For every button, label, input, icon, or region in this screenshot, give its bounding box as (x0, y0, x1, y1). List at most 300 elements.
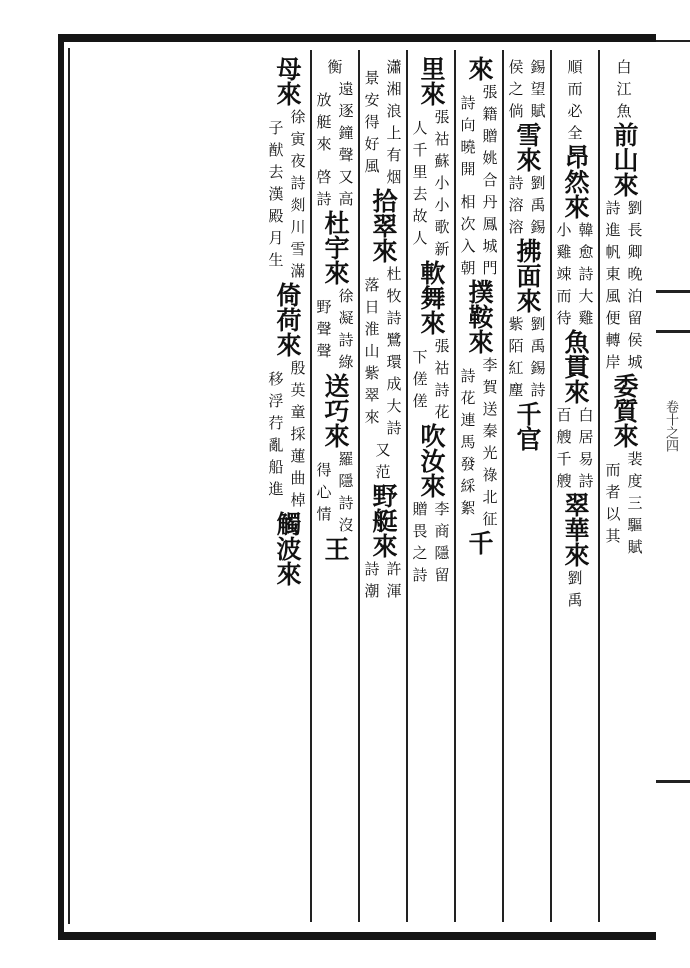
annotation-char: 城 (627, 353, 643, 371)
annotation-char: 長 (627, 221, 643, 239)
annotation (616, 56, 631, 122)
annotation-char: 詩 (578, 472, 594, 490)
annotation-char: 聲 (316, 320, 332, 338)
annotation (506, 313, 549, 401)
annotation (554, 404, 597, 492)
annotation (567, 56, 582, 100)
headword-text: 送巧來 (321, 373, 350, 448)
annotation-char: 大 (578, 287, 594, 305)
annotation-char: 月 (268, 229, 284, 247)
annotation-char: 落 (364, 276, 380, 294)
column-rule (68, 48, 70, 924)
annotation-char: 猷 (268, 141, 284, 159)
annotation-char: 千 (556, 450, 572, 468)
annotation-char: 歌 (434, 218, 450, 236)
annotation-char: 江 (616, 80, 632, 98)
annotation-char: 愈 (578, 243, 594, 261)
annotation-char: 詩 (460, 367, 476, 385)
annotation-char: 度 (627, 472, 643, 490)
headword (272, 282, 302, 357)
annotation-char: 潮 (364, 582, 380, 600)
annotation (314, 285, 357, 373)
headword (609, 122, 639, 197)
annotation-char: 景 (364, 69, 380, 87)
margin-rule (656, 330, 690, 333)
headword-text: 前山來 (610, 122, 639, 197)
annotation (603, 197, 646, 373)
annotation-char: 衡 (327, 58, 343, 76)
annotation-char: 進 (268, 480, 284, 498)
annotation-char: 連 (460, 411, 476, 429)
annotation-char: 張 (482, 83, 498, 101)
annotation-char: 剡 (290, 196, 306, 214)
headword (609, 373, 639, 448)
annotation-char: 小 (556, 221, 572, 239)
headword-text: 吹汝來 (417, 423, 446, 498)
annotation-char: 卿 (627, 243, 643, 261)
annotation-char: 有 (386, 146, 402, 164)
headword-text: 拾翠來 (369, 188, 398, 263)
annotation-char: 相 (460, 193, 476, 211)
annotation-char: 商 (434, 522, 450, 540)
annotation (506, 56, 549, 122)
headword (368, 188, 398, 263)
headword-text: 觸波來 (273, 511, 302, 586)
headword (416, 423, 446, 498)
annotation-char: 採 (290, 425, 306, 443)
annotation-char: 倘 (508, 102, 524, 120)
annotation-char: 劉 (627, 199, 643, 217)
annotation-char: 侯 (508, 58, 524, 76)
page-margin (656, 40, 690, 940)
running-head: 卷十之四 (663, 400, 678, 452)
headword-text: 杜宇來 (321, 210, 350, 285)
annotation (603, 448, 646, 558)
annotation-char: 而 (567, 80, 583, 98)
annotation-char: 夜 (290, 152, 306, 170)
headword (560, 329, 590, 404)
annotation-char: 順 (567, 58, 583, 76)
headword (560, 492, 590, 567)
annotation-char: 之 (412, 544, 428, 562)
annotation-char: 望 (530, 80, 546, 98)
annotation-char: 又 (338, 168, 354, 186)
headword (512, 238, 542, 313)
annotation-char: 李 (434, 500, 450, 518)
annotation-char: 錫 (530, 359, 546, 377)
annotation-char: 竦 (556, 265, 572, 283)
annotation-char: 殿 (268, 207, 284, 225)
headword (416, 56, 446, 106)
annotation-char: 贈 (412, 500, 428, 518)
annotation-char: 轉 (605, 331, 621, 349)
annotation-char: 船 (268, 458, 284, 476)
annotation-char: 向 (460, 116, 476, 134)
annotation-char: 小 (434, 174, 450, 192)
annotation-char: 詩 (412, 566, 428, 584)
annotation-char: 凝 (338, 309, 354, 327)
annotation-char: 山 (364, 342, 380, 360)
headword (368, 483, 398, 558)
headword-text: 千 (465, 530, 494, 555)
annotation-char: 韓 (578, 221, 594, 239)
annotation-char: 詩 (386, 309, 402, 327)
annotation-char: 徐 (290, 108, 306, 126)
headword (464, 279, 494, 354)
annotation-char: 蘇 (434, 152, 450, 170)
annotation-char: 秦 (482, 422, 498, 440)
annotation-char: 好 (364, 135, 380, 153)
annotation-char: 居 (578, 428, 594, 446)
annotation-char: 來 (316, 135, 332, 153)
annotation-char: 漢 (268, 185, 284, 203)
annotation-char: 成 (386, 375, 402, 393)
annotation-char: 晚 (627, 265, 643, 283)
annotation-char: 蓮 (290, 447, 306, 465)
annotation-char: 移 (268, 370, 284, 388)
annotation-char: 人 (412, 119, 428, 137)
annotation-char: 傞 (412, 392, 428, 410)
headword-text: 王 (321, 536, 350, 561)
annotation-char: 祿 (482, 466, 498, 484)
annotation (554, 219, 597, 329)
annotation-char: 魚 (616, 102, 632, 120)
annotation-char: 環 (386, 353, 402, 371)
text-column (456, 50, 504, 922)
headword (464, 530, 494, 555)
annotation (567, 100, 582, 144)
annotation-char: 百 (556, 406, 572, 424)
text-block (72, 50, 648, 922)
annotation-char: 三 (627, 494, 643, 512)
annotation-char: 殷 (290, 359, 306, 377)
headword (320, 536, 350, 561)
annotation (458, 191, 501, 279)
headword (272, 56, 302, 106)
annotation-char: 岸 (605, 353, 621, 371)
annotation (458, 354, 501, 530)
headword-text: 里來 (417, 56, 446, 106)
annotation-char: 淮 (364, 320, 380, 338)
annotation-char: 錫 (530, 58, 546, 76)
annotation-char: 合 (482, 171, 498, 189)
annotation-char: 詩 (338, 331, 354, 349)
annotation-char: 湘 (386, 80, 402, 98)
annotation-char: 千 (412, 141, 428, 159)
annotation-char: 艘 (556, 428, 572, 446)
annotation-char: 送 (482, 400, 498, 418)
annotation-char: 紅 (508, 359, 524, 377)
annotation-char: 泊 (627, 287, 643, 305)
annotation-char: 許 (386, 560, 402, 578)
annotation-char: 張 (434, 108, 450, 126)
annotation-char: 范 (375, 463, 391, 481)
annotation-char: 翠 (364, 386, 380, 404)
annotation-char: 白 (578, 406, 594, 424)
annotation-char: 新 (434, 240, 450, 258)
headword-text: 魚貫來 (561, 329, 590, 404)
headword (560, 144, 590, 219)
text-column (312, 50, 360, 922)
annotation-char: 門 (482, 259, 498, 277)
annotation-char: 祜 (434, 130, 450, 148)
annotation-char: 雪 (290, 240, 306, 258)
annotation (362, 56, 405, 188)
margin-rule (656, 290, 690, 293)
annotation-char: 朝 (460, 259, 476, 277)
annotation-char: 下 (412, 348, 428, 366)
annotation-char: 詩 (290, 174, 306, 192)
annotation-char: 鷺 (386, 331, 402, 349)
annotation-char: 丹 (482, 193, 498, 211)
headword (512, 401, 542, 451)
annotation-char: 棹 (290, 491, 306, 509)
annotation-char: 裴 (627, 450, 643, 468)
annotation-char: 張 (434, 337, 450, 355)
annotation-char: 艘 (556, 472, 572, 490)
annotation-char: 溶 (508, 218, 524, 236)
headword-text: 野艇來 (369, 483, 398, 558)
annotation-char: 驅 (627, 516, 643, 534)
annotation-char: 溶 (508, 196, 524, 214)
annotation-char: 而 (605, 461, 621, 479)
headword (464, 56, 494, 81)
annotation-char: 野 (316, 298, 332, 316)
annotation-char: 劉 (530, 174, 546, 192)
annotation-char: 去 (412, 185, 428, 203)
annotation-char: 傞 (412, 370, 428, 388)
annotation-char: 日 (364, 298, 380, 316)
annotation-char: 禹 (530, 196, 546, 214)
margin-rule (656, 780, 690, 783)
annotation-char: 風 (364, 157, 380, 175)
annotation-char: 次 (460, 215, 476, 233)
text-column (600, 50, 648, 922)
annotation-char: 沒 (338, 516, 354, 534)
annotation-char: 雞 (578, 309, 594, 327)
annotation-char: 聲 (316, 342, 332, 360)
annotation-char: 鳳 (482, 215, 498, 233)
annotation-char: 羅 (338, 450, 354, 468)
annotation-char: 賦 (530, 102, 546, 120)
headword-text: 軟舞來 (417, 260, 446, 335)
annotation-char: 紫 (508, 315, 524, 333)
annotation-char: 馬 (460, 433, 476, 451)
annotation-char: 安 (364, 91, 380, 109)
annotation-char: 風 (605, 287, 621, 305)
annotation-char: 籍 (482, 105, 498, 123)
annotation-char: 得 (364, 113, 380, 131)
annotation-char: 劉 (530, 315, 546, 333)
annotation-char: 英 (290, 381, 306, 399)
annotation-char: 子 (268, 119, 284, 137)
annotation-char: 必 (567, 102, 583, 120)
annotation-char: 滿 (290, 262, 306, 280)
annotation-char: 帆 (605, 243, 621, 261)
annotation (410, 498, 453, 586)
annotation-char: 牧 (386, 287, 402, 305)
annotation-char: 來 (364, 408, 380, 426)
annotation-char: 杜 (386, 265, 402, 283)
annotation (314, 448, 357, 536)
annotation (410, 335, 453, 423)
annotation-char: 渾 (386, 582, 402, 600)
annotation-char: 陌 (508, 337, 524, 355)
annotation-char: 花 (434, 403, 450, 421)
headword (320, 210, 350, 285)
headword-text: 昂然來 (561, 144, 590, 219)
headword-text: 倚荷來 (273, 282, 302, 357)
annotation-char: 遠 (338, 80, 354, 98)
annotation-char: 詩 (316, 190, 332, 208)
annotation-char: 易 (578, 450, 594, 468)
annotation (567, 567, 582, 611)
text-column (264, 50, 312, 922)
annotation-char: 里 (412, 163, 428, 181)
annotation-char: 全 (567, 124, 583, 142)
annotation-char: 待 (556, 309, 572, 327)
annotation-char: 浮 (268, 392, 284, 410)
annotation-char: 紫 (364, 364, 380, 382)
text-column (552, 50, 600, 922)
annotation-char: 故 (412, 207, 428, 225)
annotation-char: 放 (316, 91, 332, 109)
headword (512, 122, 542, 172)
annotation-char: 劉 (567, 569, 583, 587)
annotation-char: 詩 (578, 265, 594, 283)
headword-text: 撲鞍來 (465, 279, 494, 354)
annotation-char: 曉 (460, 138, 476, 156)
annotation-char: 東 (605, 265, 621, 283)
annotation-char: 綠 (338, 353, 354, 371)
annotation-char: 人 (412, 229, 428, 247)
annotation-char: 浪 (386, 102, 402, 120)
headword-text: 翠華來 (561, 492, 590, 567)
headword-text: 千官 (513, 401, 542, 451)
annotation-char: 小 (434, 196, 450, 214)
annotation (314, 166, 357, 210)
annotation-char: 寅 (290, 130, 306, 148)
annotation-char: 鐘 (338, 124, 354, 142)
annotation-char: 賀 (482, 378, 498, 396)
headword (272, 511, 302, 586)
annotation-char: 又 (375, 441, 391, 459)
annotation-char: 畏 (412, 522, 428, 540)
annotation-char: 聲 (338, 146, 354, 164)
annotation-char: 侯 (627, 331, 643, 349)
text-column (504, 50, 552, 922)
annotation-char: 錫 (530, 218, 546, 236)
annotation-char: 發 (460, 455, 476, 473)
annotation-char: 生 (268, 251, 284, 269)
annotation-char: 心 (316, 483, 332, 501)
annotation-char: 者 (605, 483, 621, 501)
annotation-char: 川 (290, 218, 306, 236)
annotation-char: 留 (434, 566, 450, 584)
headword-text: 母來 (273, 56, 302, 106)
annotation (362, 263, 405, 439)
annotation (362, 558, 405, 602)
annotation (458, 81, 501, 191)
margin-rule-top (656, 40, 690, 42)
annotation-char: 開 (460, 160, 476, 178)
annotation-char: 艇 (316, 113, 332, 131)
annotation-char: 詩 (530, 381, 546, 399)
annotation (375, 439, 390, 483)
annotation-char: 去 (268, 163, 284, 181)
annotation-char: 得 (316, 461, 332, 479)
annotation-char: 烟 (386, 168, 402, 186)
annotation-char: 詩 (605, 199, 621, 217)
annotation-char: 姚 (482, 149, 498, 167)
headword-text: 委質來 (610, 373, 639, 448)
annotation-char: 入 (460, 237, 476, 255)
annotation-char: 之 (508, 80, 524, 98)
annotation-char: 情 (316, 505, 332, 523)
annotation-char: 詩 (434, 381, 450, 399)
annotation-char: 雞 (556, 243, 572, 261)
annotation-char: 瀟 (386, 58, 402, 76)
annotation-char: 征 (482, 510, 498, 528)
annotation-char: 白 (616, 58, 632, 76)
annotation-char: 進 (605, 221, 621, 239)
annotation-char: 童 (290, 403, 306, 421)
annotation-char: 高 (338, 190, 354, 208)
annotation (314, 78, 357, 166)
annotation-char: 贈 (482, 127, 498, 145)
text-column (360, 50, 408, 922)
annotation-char: 亂 (268, 436, 284, 454)
annotation-char: 禹 (530, 337, 546, 355)
annotation-char: 荇 (268, 414, 284, 432)
annotation-char: 上 (386, 124, 402, 142)
text-column (408, 50, 456, 922)
annotation-char: 隱 (338, 472, 354, 490)
headword-text: 來 (465, 56, 494, 81)
headword-text: 拂面來 (513, 238, 542, 313)
annotation-char: 絮 (460, 499, 476, 517)
annotation-char: 詩 (338, 494, 354, 512)
annotation-char: 留 (627, 309, 643, 327)
annotation-char: 啓 (316, 168, 332, 186)
annotation-char: 李 (482, 356, 498, 374)
annotation-char: 賦 (627, 538, 643, 556)
annotation (506, 172, 549, 238)
annotation-char: 便 (605, 309, 621, 327)
annotation-char: 其 (605, 527, 621, 545)
annotation (266, 357, 309, 511)
annotation-char: 而 (556, 287, 572, 305)
annotation-char: 光 (482, 444, 498, 462)
annotation-char: 以 (605, 505, 621, 523)
annotation-char: 綵 (460, 477, 476, 495)
annotation-char: 花 (460, 389, 476, 407)
annotation-char: 詩 (508, 174, 524, 192)
annotation-char: 詩 (364, 560, 380, 578)
annotation-char: 詩 (460, 94, 476, 112)
annotation (266, 106, 309, 282)
annotation (410, 106, 453, 260)
headword-text: 雪來 (513, 122, 542, 172)
annotation-char: 詩 (386, 419, 402, 437)
headword (416, 260, 446, 335)
annotation-char: 徐 (338, 287, 354, 305)
annotation-char: 隱 (434, 544, 450, 562)
annotation-char: 城 (482, 237, 498, 255)
annotation-char: 逐 (338, 102, 354, 120)
annotation (327, 56, 342, 78)
annotation-char: 祜 (434, 359, 450, 377)
